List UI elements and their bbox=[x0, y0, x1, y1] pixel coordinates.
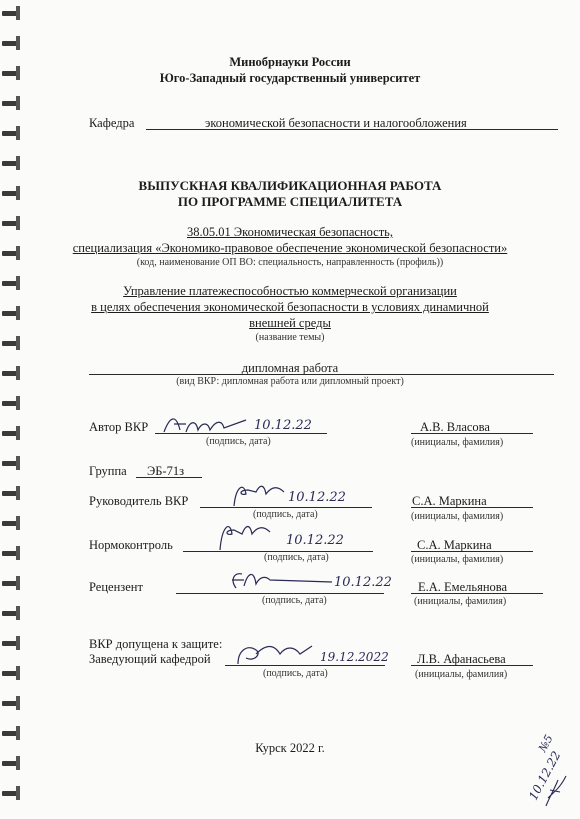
program-caption: (код, наименование ОП ВО: специальность, направленность (профиль)) bbox=[136, 257, 444, 268]
norm-control-date: 10.12.22 bbox=[286, 533, 344, 548]
admission-label: ВКР допущена к защите: bbox=[89, 637, 223, 651]
binding-ring bbox=[2, 398, 24, 410]
norm-control-signature bbox=[212, 518, 274, 554]
author-label: Автор ВКР bbox=[89, 420, 149, 434]
reviewer-name: Е.А. Емельянова bbox=[418, 580, 508, 594]
binding-ring bbox=[2, 758, 24, 770]
group-label: Группа bbox=[89, 464, 127, 478]
topic-caption: (название темы) bbox=[255, 332, 325, 343]
norm-control-name: С.А. Маркина bbox=[417, 538, 492, 552]
binding-ring bbox=[2, 488, 24, 500]
program-specialization: специализация «Экономико-правовое обеспечение экономической безопасности» bbox=[72, 241, 508, 255]
binding-ring bbox=[2, 548, 24, 560]
work-type-caption: (вид ВКР: дипломная работа или дипломный проект) bbox=[176, 376, 404, 387]
binding-ring bbox=[2, 98, 24, 110]
spiral-binding bbox=[0, 0, 28, 819]
binding-ring bbox=[2, 638, 24, 650]
binding-ring bbox=[2, 608, 24, 620]
reviewer-date: 10.12.22 bbox=[334, 575, 392, 590]
city-year: Курск 2022 г. bbox=[255, 741, 325, 755]
binding-ring bbox=[2, 728, 24, 740]
binding-ring bbox=[2, 668, 24, 680]
program-code: 38.05.01 Экономическая безопасность, bbox=[187, 225, 393, 239]
binding-ring bbox=[2, 698, 24, 710]
author-name: А.В. Власова bbox=[420, 420, 490, 434]
margin-note-initials bbox=[540, 770, 570, 810]
binding-ring bbox=[2, 128, 24, 140]
topic-line3: внешней среды bbox=[249, 316, 331, 330]
work-title-line1: ВЫПУСКНАЯ КВАЛИФИКАЦИОННАЯ РАБОТА bbox=[138, 178, 442, 193]
author-name-caption: (инициалы, фамилия) bbox=[411, 437, 504, 448]
work-title-line2: ПО ПРОГРАММЕ СПЕЦИАЛИТЕТА bbox=[177, 194, 403, 209]
binding-ring bbox=[2, 518, 24, 530]
binding-ring bbox=[2, 158, 24, 170]
supervisor-signature bbox=[228, 480, 288, 510]
norm-control-sign-caption: (подпись, дата) bbox=[264, 552, 329, 563]
margin-note-date: 10.12.22 bbox=[526, 748, 564, 803]
supervisor-date: 10.12.22 bbox=[288, 490, 346, 505]
head-of-department-name: Л.В. Афанасьева bbox=[417, 652, 506, 666]
supervisor-sign-caption: (подпись, дата) bbox=[253, 509, 318, 520]
reviewer-sign-caption: (подпись, дата) bbox=[262, 595, 327, 606]
admission-date: 19.12.2022 bbox=[320, 650, 389, 664]
ministry-heading: Минобрнауки России bbox=[229, 55, 351, 69]
author-date: 10.12.22 bbox=[254, 418, 312, 433]
reviewer-label: Рецензент bbox=[89, 580, 143, 594]
binding-ring bbox=[2, 428, 24, 440]
supervisor-name: С.А. Маркина bbox=[412, 494, 487, 508]
university-heading: Юго-Западный государственный университет bbox=[159, 71, 421, 85]
binding-ring bbox=[2, 8, 24, 20]
author-sign-caption: (подпись, дата) bbox=[206, 436, 271, 447]
topic-line1: Управление платежеспособностью коммерческой организации bbox=[123, 284, 457, 298]
norm-control-label: Нормоконтроль bbox=[89, 538, 173, 552]
admission-sign-caption: (подпись, дата) bbox=[263, 668, 328, 679]
reviewer-name-caption: (инициалы, фамилия) bbox=[414, 596, 507, 607]
head-of-department-label: Заведующий кафедрой bbox=[89, 652, 211, 666]
group-value: ЭБ-71з bbox=[147, 464, 185, 478]
binding-ring bbox=[2, 788, 24, 800]
head-of-department-signature bbox=[232, 640, 316, 670]
margin-note-number: №5 bbox=[536, 732, 556, 755]
binding-ring bbox=[2, 458, 24, 470]
department-label: Кафедра bbox=[89, 116, 135, 130]
supervisor-name-caption: (инициалы, фамилия) bbox=[411, 511, 504, 522]
department-value: экономической безопасности и налогообложения bbox=[205, 116, 467, 130]
reviewer-signature bbox=[226, 566, 336, 594]
norm-control-name-caption: (инициалы, фамилия) bbox=[411, 554, 504, 565]
binding-ring bbox=[2, 578, 24, 590]
binding-ring bbox=[2, 38, 24, 50]
author-signature bbox=[160, 412, 250, 438]
work-type-value: дипломная работа bbox=[241, 361, 339, 375]
admission-name-caption: (инициалы, фамилия) bbox=[415, 669, 508, 680]
supervisor-label: Руководитель ВКР bbox=[89, 494, 189, 508]
topic-line2: в целях обеспечения экономической безопасности в условиях динамичной bbox=[91, 300, 489, 314]
